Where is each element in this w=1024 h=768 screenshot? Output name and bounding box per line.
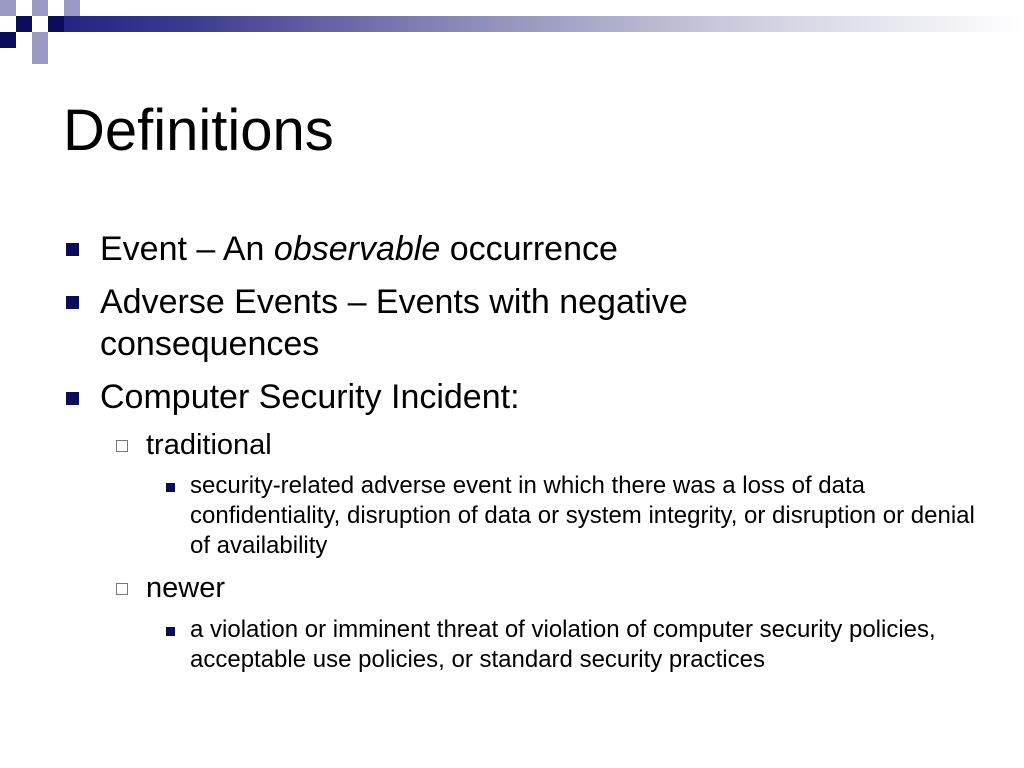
deco-square: [48, 16, 64, 32]
bullet-event-emphasis: observable: [273, 230, 441, 268]
header-gradient-bar: [0, 16, 1024, 32]
deco-square: [16, 0, 32, 16]
deco-square: [32, 16, 48, 32]
bullet-adverse-events: Adverse Events – Events with negative consequences: [100, 283, 688, 363]
sub-item-newer: newer: [146, 572, 225, 604]
newer-definition: a violation or imminent threat of violation of computer security policies, acceptable use policies, or standard security practices: [190, 616, 936, 673]
traditional-definition: security-related adverse event in which there was a loss of data confidentiality, disruption of data or system integrity, or disruption or denial of availability: [190, 472, 975, 559]
deco-square: [32, 0, 48, 16]
deco-square: [48, 32, 64, 48]
square-bullet-icon: [66, 392, 79, 405]
bullet-security-incident: Computer Security Incident:: [100, 378, 520, 416]
slide-title: Definitions: [63, 98, 334, 163]
deco-square: [0, 32, 16, 48]
deco-square: [32, 32, 48, 48]
small-square-bullet-icon: [166, 483, 175, 492]
square-bullet-icon: [66, 243, 79, 256]
bullet-event: [100, 228, 940, 270]
deco-square: [64, 0, 80, 16]
sub-item-traditional: traditional: [146, 429, 272, 461]
deco-square: [16, 16, 32, 32]
deco-square: [48, 0, 64, 16]
square-bullet-icon: [66, 296, 79, 309]
bullet-event-rest: occurrence: [440, 230, 618, 268]
small-square-bullet-icon: [166, 627, 175, 636]
deco-square: [32, 48, 48, 64]
bullet-event-dash: – An: [186, 230, 274, 268]
bullet-event-term: Event: [100, 230, 187, 268]
hollow-square-bullet-icon: [116, 440, 128, 452]
deco-square: [0, 16, 16, 32]
deco-square: [0, 0, 16, 16]
hollow-square-bullet-icon: [116, 583, 128, 595]
